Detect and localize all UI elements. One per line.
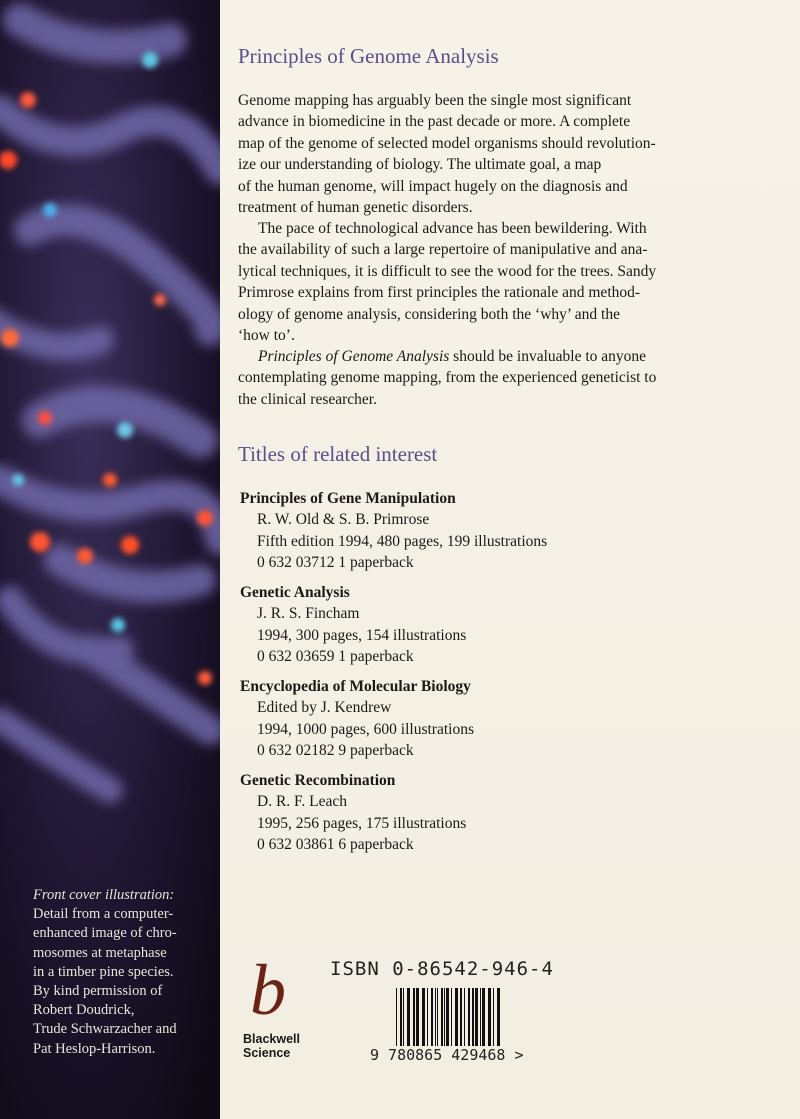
barcode-bar <box>435 988 436 1046</box>
description-paragraph-2 <box>238 218 708 346</box>
barcode-bar <box>464 988 465 1046</box>
barcode-bar <box>416 988 419 1046</box>
related-book <box>240 676 700 762</box>
text-line: the clinical researcher. <box>238 390 377 408</box>
barcode-bar <box>480 988 481 1046</box>
book-title-italic: Principles of Genome Analysis <box>258 348 450 365</box>
text-line: advance in biomedicine in the past decade or more. A complete <box>238 113 631 131</box>
description-paragraph-3 <box>238 346 708 410</box>
caption-line: enhanced image of chro- <box>33 925 177 942</box>
barcode-icon <box>396 988 544 1046</box>
text-line: Genome mapping has arguably been the single most significant <box>238 92 632 109</box>
text-line: the availability of such a large repertoire of manipulative and ana- <box>238 241 648 259</box>
barcode-bar <box>475 988 478 1046</box>
caption-line: Pat Heslop-Harrison. <box>33 1040 156 1057</box>
related-book-title: Principles of Gene Manipulation <box>240 490 456 507</box>
related-book-title: Encyclopedia of Molecular Biology <box>240 678 471 695</box>
barcode-bar <box>497 988 500 1046</box>
caption-line: mosomes at metaphase <box>33 944 167 961</box>
related-book-line: Edited by J. Kendrew <box>257 699 392 717</box>
text-line: lytical techniques, it is difficult to see the wood for the trees. Sandy <box>238 262 657 280</box>
related-book-title: Genetic Analysis <box>240 584 350 601</box>
caption-line: Trude Schwarzacher and <box>33 1021 177 1038</box>
text-fragment: should be invaluable to anyone <box>453 348 647 365</box>
text-line: treatment of human genetic disorders. <box>238 199 473 217</box>
blackwell-b-logo-icon: b <box>250 950 286 1030</box>
barcode-bar <box>396 988 397 1046</box>
caption-line: in a timber pine species. <box>33 963 174 980</box>
related-book-line: 0 632 03712 1 paperback <box>257 554 414 572</box>
caption-title: Front cover illustration: <box>33 887 175 903</box>
caption-line: Detail from a computer- <box>33 906 174 923</box>
barcode-bar <box>468 988 470 1046</box>
book-title: Principles of Genome Analysis <box>238 44 499 68</box>
related-book <box>240 582 700 668</box>
related-book-line: R. W. Old & S. B. Primrose <box>257 511 430 529</box>
text-line: of the human genome, will impact hugely on the diagnosis and <box>238 177 628 195</box>
related-book-line: 1994, 300 pages, 154 illustrations <box>257 626 467 644</box>
barcode-bar <box>422 988 425 1046</box>
publisher-name-line: Science <box>243 1046 291 1060</box>
related-book-line: 1994, 1000 pages, 600 illustrations <box>257 720 474 738</box>
caption-line: By kind permission of <box>33 983 163 1000</box>
barcode-bar <box>427 988 428 1046</box>
text-line: contemplating genome mapping, from the experienced geneticist to <box>238 369 657 387</box>
related-book-line: 1995, 256 pages, 175 illustrations <box>257 814 467 832</box>
barcode-bar <box>403 988 404 1046</box>
related-book-line: Fifth edition 1994, 480 pages, 199 illustrations <box>257 532 548 550</box>
barcode-bar <box>482 988 485 1046</box>
related-book <box>240 770 700 856</box>
related-book-line: D. R. F. Leach <box>257 793 348 811</box>
text-line: ology of genome analysis, considering both the ‘why’ and the <box>238 305 620 323</box>
related-titles-heading: Titles of related interest <box>238 442 438 466</box>
barcode-bar <box>444 988 445 1046</box>
barcode-bar <box>472 988 474 1046</box>
text-line: The pace of technological advance has been bewildering. With <box>258 220 647 237</box>
description-paragraph-1 <box>238 90 708 218</box>
barcode-bar <box>460 988 462 1046</box>
barcode-bar <box>400 988 402 1046</box>
barcode-bar <box>407 988 410 1046</box>
publisher-name <box>243 1032 300 1060</box>
barcode-bar <box>451 988 452 1046</box>
barcode-bar <box>455 988 458 1046</box>
related-book-title: Genetic Recombination <box>240 772 396 789</box>
text-line: Primrose explains from first principles the rationale and method- <box>238 284 641 302</box>
cover-illustration-caption <box>33 886 215 1059</box>
caption-line: Robert Doudrick, <box>33 1002 135 1019</box>
barcode-bar <box>493 988 494 1046</box>
barcode-number: 9 780865 429468 > <box>370 1046 524 1064</box>
related-book <box>240 488 700 574</box>
text-line: ‘how to’. <box>238 327 295 345</box>
text-line <box>238 346 708 367</box>
isbn-label: ISBN 0-86542-946-4 <box>330 958 554 980</box>
related-book-line: 0 632 03659 1 paperback <box>257 648 414 666</box>
barcode-bar <box>413 988 415 1046</box>
publisher-logo <box>240 950 304 1068</box>
barcode-bar <box>488 988 491 1046</box>
text-line: map of the genome of selected model organisms should revolution- <box>238 134 656 152</box>
barcode-bar <box>431 988 433 1046</box>
cover-image-panel <box>0 0 220 1119</box>
barcode-bar <box>437 988 438 1046</box>
related-book-line: J. R. S. Fincham <box>257 605 360 623</box>
barcode-bar <box>441 988 443 1046</box>
related-book-line: 0 632 02182 9 paperback <box>257 742 414 760</box>
barcode-bar <box>446 988 449 1046</box>
related-book-line: 0 632 03861 6 paperback <box>257 836 414 854</box>
text-line: ize our understanding of biology. The ultimate goal, a map <box>238 156 602 174</box>
publisher-name-line: Blackwell <box>243 1032 300 1046</box>
